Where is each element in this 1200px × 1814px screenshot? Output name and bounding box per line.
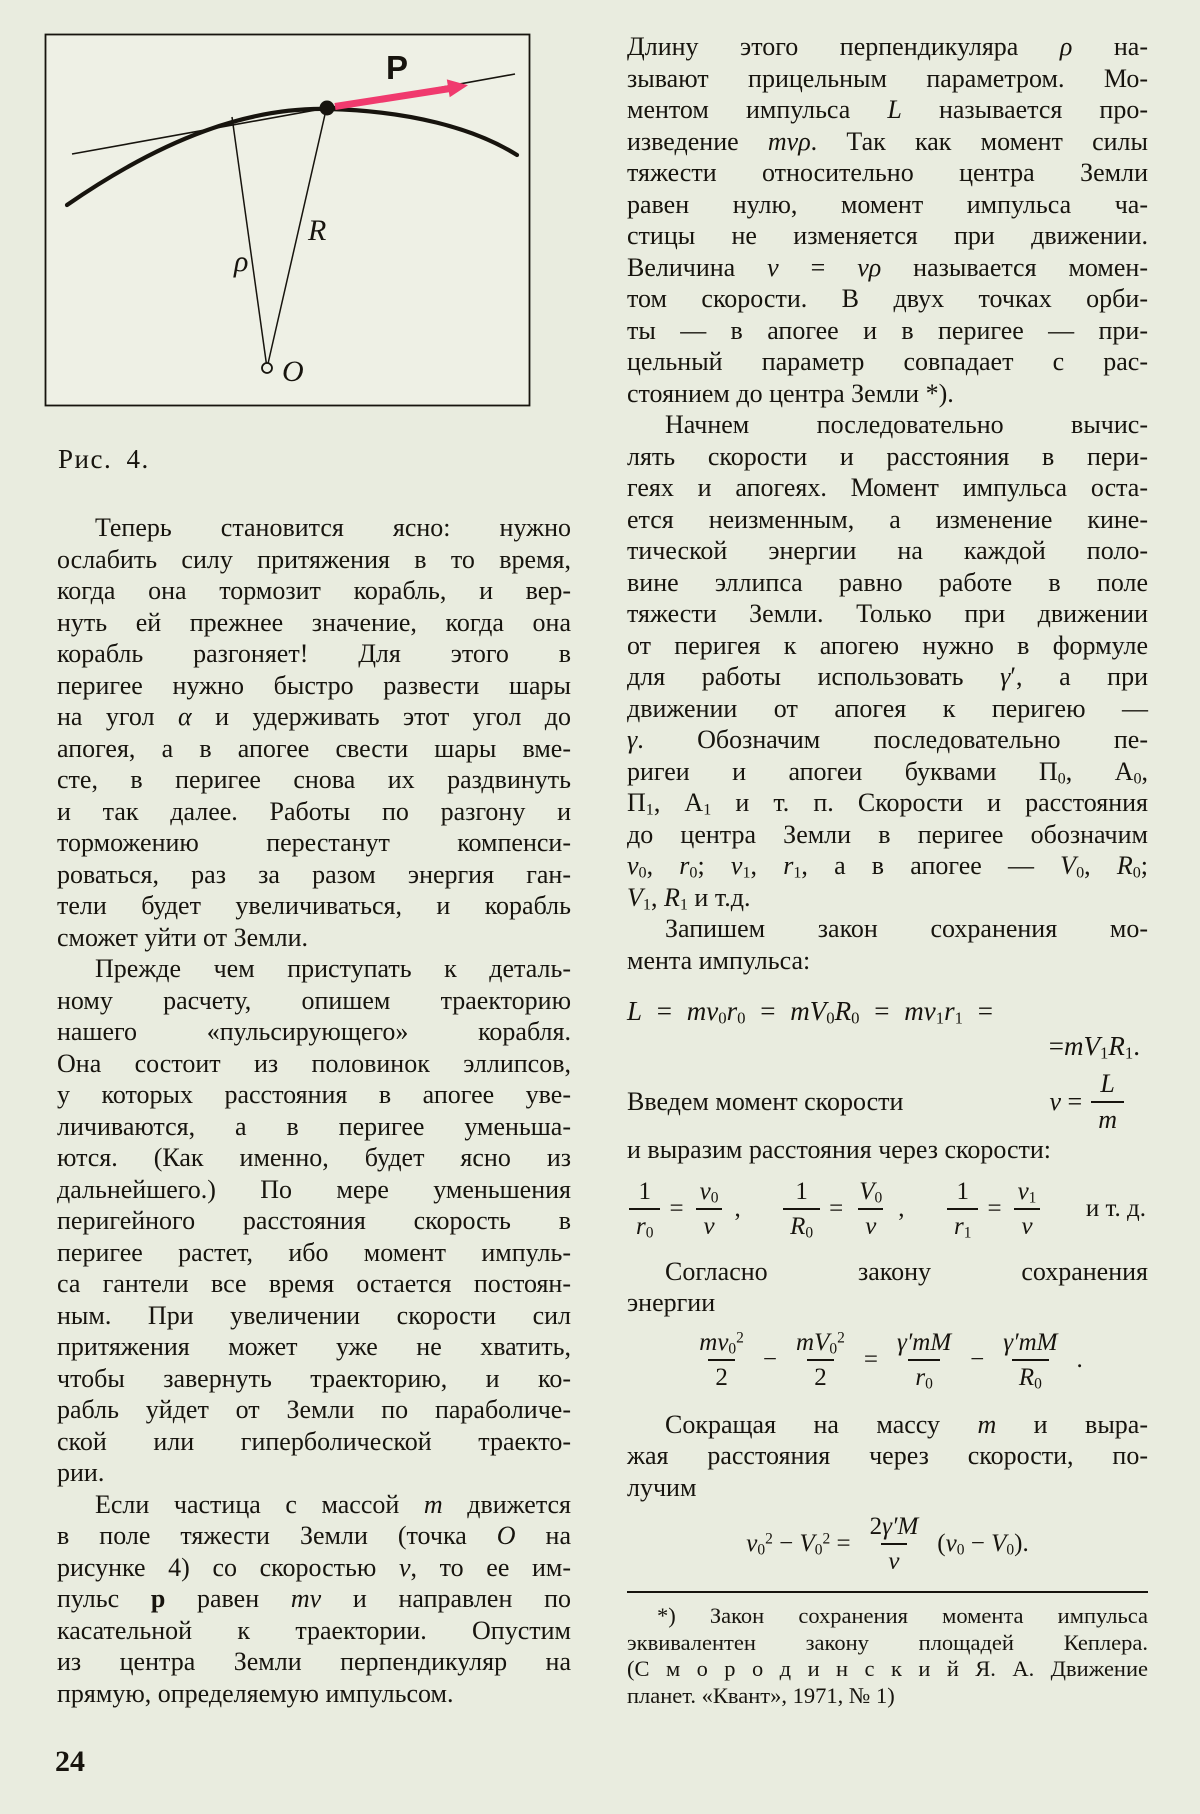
- text-line: и выразим расстояния через скорости:: [627, 1135, 1052, 1165]
- text-line: Величина ν = vρ называется момен-: [627, 252, 1148, 282]
- text-line: Она состоит из половинок эллипсов,: [57, 1048, 571, 1078]
- energy-lead-text: [627, 1256, 1148, 1319]
- formula-term: ,: [734, 1194, 741, 1222]
- text-line: ты — в апогее и в перигее — при-: [627, 315, 1148, 345]
- formula-term: =: [987, 1194, 1002, 1222]
- text-line: когда она тормозит корабль, и вер-: [57, 576, 571, 605]
- denominator: ν: [1014, 1208, 1039, 1240]
- formula-term: =: [669, 1194, 684, 1222]
- figure-4-diagram: [44, 33, 531, 407]
- text-line: перигее нужно быстро развести шары: [57, 670, 571, 700]
- text-line: γ. Обозначим последовательно пе-: [627, 725, 1148, 754]
- text-line: на угол α и удерживать этот угол до: [57, 702, 571, 731]
- formula-term: .: [1076, 1345, 1083, 1373]
- text-line: ментом импульса L называется про-: [627, 95, 1148, 124]
- formula-term: −: [970, 1345, 985, 1373]
- text-line: эквивалентен закону площадей Кеплера.: [627, 1629, 1148, 1655]
- text-line: ской или гиперболической траекто-: [57, 1426, 571, 1456]
- text-line: прямую, определяемую импульсом.: [57, 1678, 454, 1708]
- numerator: 1: [956, 1177, 969, 1205]
- page-number: 24: [55, 1745, 85, 1778]
- text-line: для работы использовать γ′, а при: [627, 662, 1148, 691]
- text-line: ным. При увеличении скорости сил: [57, 1300, 571, 1330]
- numerator: $mv_0^2$: [699, 1328, 744, 1358]
- formula-lead-text: Введем момент скорости: [627, 1087, 904, 1117]
- text-line: корабль разгоняет! Для этого в: [57, 639, 571, 668]
- text-line: стоянием до центра Земли *).: [627, 378, 954, 408]
- paragraph: [627, 31, 1148, 409]
- text-line: ется неизменным, а изменение кине-: [627, 504, 1148, 534]
- numerator: γ′mM: [896, 1328, 952, 1356]
- text-line: пульс p равен mv и направлен по: [57, 1584, 571, 1613]
- formula-term: $(v_0 - V_0)$.: [937, 1530, 1029, 1559]
- particle-point: [320, 101, 335, 116]
- reduce-lead-text: [627, 1409, 1148, 1504]
- fraction: [947, 1178, 978, 1240]
- left-column: [57, 512, 571, 1709]
- text-line: са гантели все время остается постоян-: [57, 1269, 571, 1298]
- text-line: тели будет увеличиваться, и корабль: [57, 891, 571, 920]
- footnote-rule: [627, 1591, 1148, 1593]
- text-line: вине эллипса равно работе в поле: [627, 567, 1148, 597]
- earth-center-point: [262, 363, 272, 373]
- text-line: у которых расстояния в апогее уве-: [57, 1080, 571, 1109]
- text-line: Если частица с массой m движется: [95, 1489, 571, 1519]
- denominator: $r_0$: [629, 1208, 660, 1240]
- text-line: изведение mvρ. Так как момент силы: [627, 126, 1148, 156]
- formula-distances: [627, 1176, 1148, 1242]
- formula-term: =: [863, 1345, 878, 1373]
- numerator: $V_0$: [859, 1177, 883, 1207]
- text-line: планет. «Квант», 1971, № 1): [627, 1682, 895, 1708]
- numerator: 1: [638, 1177, 651, 1205]
- denominator: $R_0$: [1012, 1359, 1049, 1391]
- formula-term: $L = mv_0r_0 = mV_0R_0 = mv_1r_1$ =: [627, 996, 993, 1028]
- text-line: из центра Земли перпендикуляр на: [57, 1647, 571, 1676]
- after-nu-text: [627, 1134, 1148, 1166]
- formula-term: ν =: [1049, 1087, 1083, 1117]
- denominator: 2: [807, 1359, 834, 1391]
- text-line: нуть ей прежнее значение, когда она: [57, 607, 571, 637]
- text-line: рии.: [57, 1458, 105, 1487]
- text-line: сможет уйти от Земли.: [57, 922, 308, 952]
- text-line: Начнем последовательно вычис-: [665, 410, 1148, 439]
- fraction: [693, 1178, 726, 1240]
- text-line: до центра Земли в перигее обозначим: [627, 819, 1148, 849]
- formula-velocity-moment: [1050, 1070, 1125, 1134]
- right-column: [627, 31, 1148, 1709]
- text-line: лять скорости и расстояния в пери-: [627, 441, 1148, 471]
- text-line: торможению перестанут компенси-: [57, 828, 571, 857]
- text-line: лучим: [627, 1472, 697, 1502]
- figure-caption: Рис. 4.: [58, 444, 150, 474]
- denominator: ν: [696, 1208, 721, 1240]
- text-line: Согласно закону сохранения: [665, 1256, 1148, 1286]
- fraction: [1011, 1178, 1044, 1240]
- text-line: ослабить силу притяжения в то время,: [57, 544, 571, 574]
- text-line: ются. (Как именно, будет ясно из: [57, 1143, 571, 1172]
- fraction: [783, 1178, 820, 1240]
- text-line: рабль уйдет от Земли по параболиче-: [57, 1395, 571, 1424]
- formula-term: $=mV_1R_1$.: [1048, 1031, 1140, 1063]
- denominator: $R_0$: [783, 1208, 820, 1240]
- denominator: ν: [858, 1208, 883, 1240]
- formula-group: [629, 1178, 741, 1240]
- paragraph: [57, 1489, 571, 1710]
- text-line: притяжения может уже не хватить,: [57, 1332, 571, 1361]
- numerator: L: [1100, 1069, 1115, 1098]
- text-line: нашего «пульсирующего» корабля.: [57, 1017, 571, 1046]
- text-line: перигейного расстояния скорость в: [57, 1206, 571, 1235]
- formula-term: $v_0^2 - V_0^2$ =: [746, 1530, 851, 1559]
- paragraph: [57, 512, 571, 953]
- text-line: перигее растет, ибо момент импуль-: [57, 1237, 571, 1267]
- denominator: $r_0$: [908, 1359, 939, 1391]
- denominator: $r_1$: [947, 1208, 978, 1240]
- numerator: $v_1$: [1017, 1177, 1037, 1207]
- text-line: $v_0$, $r_0$; $v_1$, $r_1$, а в апогее — $V_0$, $R_0$;: [627, 851, 1148, 882]
- formula-group: [783, 1178, 904, 1240]
- paragraph: [57, 953, 571, 1489]
- text-line: рисунке 4) со скоростью v, то ее им-: [57, 1552, 572, 1582]
- text-line: сте, в перигее снова их раздвинуть: [57, 765, 571, 794]
- text-line: стицы не изменяется при движении.: [627, 221, 1148, 250]
- text-line: роваться, раз за разом энергия ган-: [57, 859, 571, 889]
- paragraph: [627, 1256, 1148, 1319]
- footnote: [627, 1603, 1148, 1709]
- text-line: дальнейшего.) По мере уменьшения: [57, 1174, 571, 1204]
- text-line: $V_1$, $R_1$ и т.д.: [627, 882, 751, 914]
- text-line: в поле тяжести Земли (точка O на: [57, 1521, 571, 1550]
- denominator: 2: [708, 1359, 735, 1391]
- text-line: и так далее. Работы по разгону и: [57, 796, 571, 826]
- numerator: γ′mM: [1003, 1328, 1058, 1356]
- origin-label: O: [282, 355, 304, 388]
- fraction: [1091, 1070, 1124, 1134]
- text-line: ригеи и апогеи буквами $П_0$, $А_0$,: [627, 756, 1148, 788]
- paragraph: [627, 913, 1148, 976]
- text-line: Теперь становится ясно: нужно: [95, 513, 571, 542]
- formula-term: ,: [898, 1194, 905, 1222]
- text-line: жая расстояния через скорости, по-: [627, 1441, 1148, 1471]
- formula-group: [947, 1178, 1043, 1240]
- text-line: цельный параметр совпадает с рас-: [627, 347, 1148, 376]
- formula-final: [627, 1513, 1148, 1575]
- text-line: личиваются, а в перигее уменьша-: [57, 1111, 571, 1141]
- text-line: ному расчету, опишем траекторию: [57, 985, 571, 1015]
- numerator: 1: [795, 1177, 808, 1205]
- text-line: Запишем закон сохранения мо-: [665, 914, 1148, 943]
- text-line: $П_1$, $А_1$ и т. п. Скорости и расстояния: [627, 788, 1148, 819]
- text-line: (С м о р о д и н с к и й Я. А. Движение: [627, 1656, 1148, 1682]
- denominator: ν: [881, 1543, 906, 1575]
- fraction: [890, 1329, 958, 1391]
- formula-row: [627, 1029, 1148, 1064]
- formula-momentum-conservation: [627, 994, 1148, 1064]
- text-line: тяжести относительно центра Земли: [627, 158, 1148, 187]
- text-line: геях и апогеях. Момент импульса оста-: [627, 473, 1148, 502]
- text-line: тяжести Земли. Только при движении: [627, 599, 1148, 628]
- right-column-text: [627, 31, 1148, 976]
- numerator: $mV_0^2$: [796, 1328, 845, 1358]
- text-line: чтобы завернуть траекторию, и ко-: [57, 1363, 571, 1393]
- paragraph: [627, 1603, 1148, 1709]
- formula-term: =: [829, 1194, 844, 1222]
- fraction: [996, 1329, 1064, 1391]
- text-line: Сокращая на массу m и выра-: [665, 1409, 1149, 1439]
- rho-label: ρ: [234, 245, 249, 278]
- denominator: m: [1091, 1101, 1124, 1134]
- text-line: движении от апогея к перигею —: [627, 693, 1148, 723]
- text-line: от перигея к апогею нужно в формуле: [627, 630, 1148, 660]
- text-line: Прежде чем приступать к деталь-: [95, 954, 571, 983]
- paragraph: [627, 409, 1148, 913]
- momentum-label: P: [386, 49, 409, 86]
- formula-energy-conservation: [627, 1329, 1148, 1391]
- text-line: касательной к траектории. Опустим: [57, 1615, 571, 1645]
- text-line: зывают прицельным параметром. Мо-: [627, 63, 1148, 93]
- formula-row: [627, 994, 1148, 1029]
- text-line: равен нулю, момент импульса ча-: [627, 189, 1148, 219]
- formula-velocity-moment-line: [627, 1070, 1148, 1134]
- text-line: апогея, а в апогее свести шары вме-: [57, 733, 571, 763]
- formula-term: и т. д.: [1085, 1194, 1146, 1222]
- numerator: $v_0$: [699, 1177, 719, 1207]
- paragraph: [627, 1409, 1148, 1504]
- text-line: Длину этого перпендикуляра ρ на-: [627, 32, 1148, 61]
- text-line: тической энергии на каждой поло-: [627, 536, 1148, 565]
- fraction: [629, 1178, 660, 1240]
- text-line: мента импульса:: [627, 945, 811, 975]
- formula-term: −: [762, 1345, 778, 1373]
- text-line: *) Закон сохранения момента импульса: [657, 1603, 1148, 1629]
- text-line: энергии: [627, 1288, 716, 1318]
- fraction: [852, 1178, 889, 1240]
- paragraph: [627, 1134, 1148, 1166]
- fraction: [789, 1329, 852, 1391]
- text-line: том скорости. В двух точках орби-: [627, 284, 1148, 313]
- radius-label: R: [308, 214, 327, 247]
- numerator: 2γ′M: [869, 1513, 919, 1541]
- fraction: [692, 1329, 751, 1391]
- fraction: [863, 1513, 926, 1575]
